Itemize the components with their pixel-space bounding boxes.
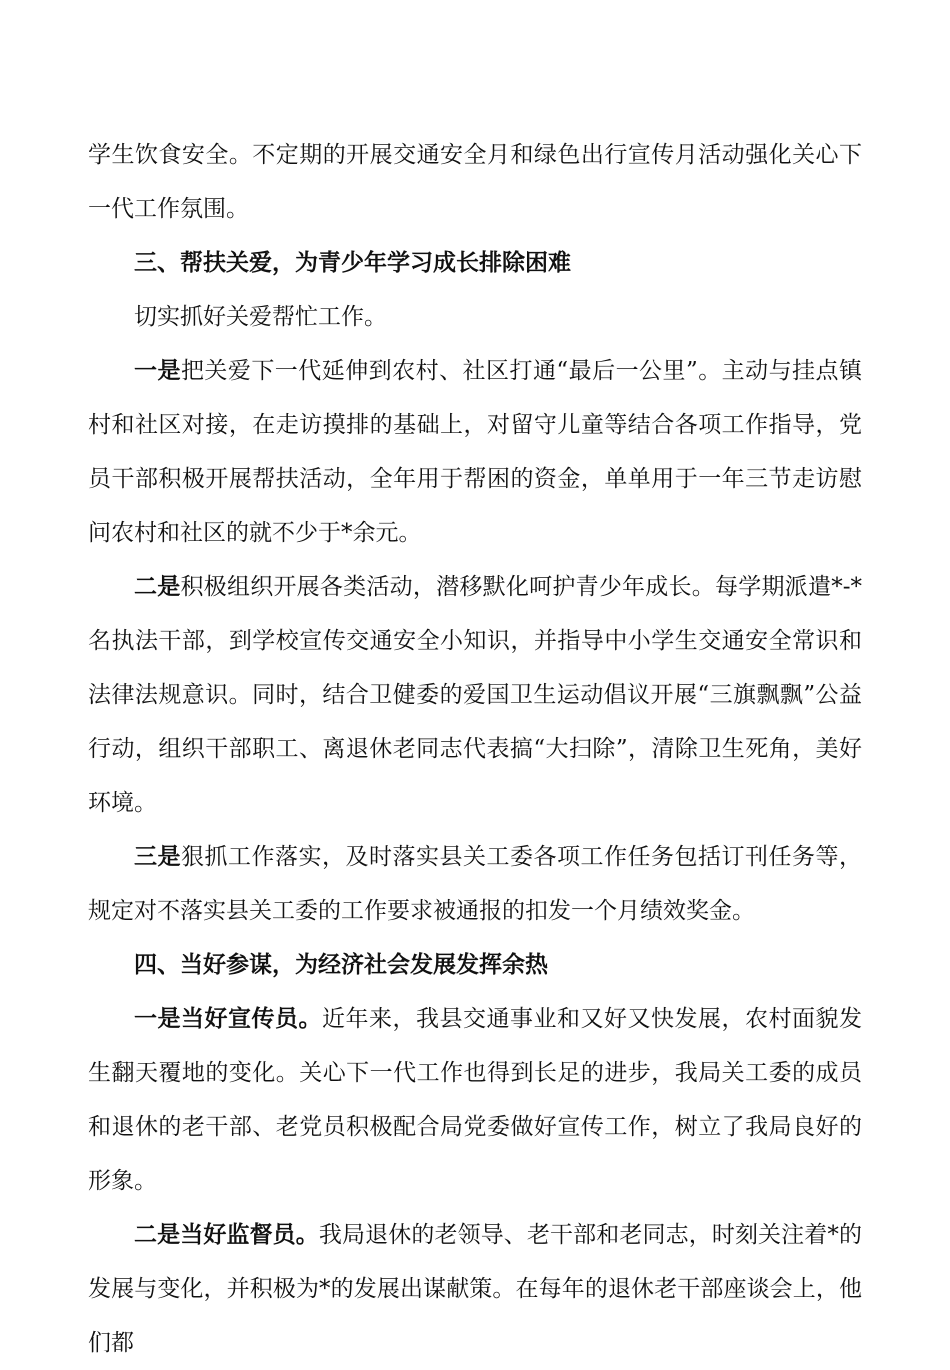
paragraph-lead: 二是	[134, 573, 181, 600]
paragraph-continuation: 学生饮食安全。不定期的开展交通安全月和绿色出行宣传月活动强化关心下一代工作氛围。	[88, 142, 862, 222]
paragraph-item-three	[88, 830, 862, 938]
paragraph-lead: 三是	[134, 843, 181, 870]
paragraph-lead: 一是	[134, 357, 181, 384]
paragraph-item-two	[88, 560, 862, 830]
document-page	[88, 128, 862, 1370]
paragraph-supervisor	[88, 1208, 862, 1370]
section-heading-four: 四、当好参谋，为经济社会发展发挥余热	[134, 951, 548, 978]
paragraph-body: 积极组织开展各类活动，潜移默化呵护青少年成长。每学期派遣*-*名执法干部，到学校宣传交通安全小知识，并指导中小学生交通安全常识和法律法规意识。同时，结合卫健委的爱国卫生运动倡议开展“三旗飘飘”公益行动，组织干部职工、离退休老同志代表搞“大扫除”，清除卫生死角，美好环境。	[88, 574, 862, 816]
section-heading-three: 三、帮扶关爱，为青少年学习成长排除困难	[134, 249, 571, 276]
paragraph-publicist	[88, 992, 862, 1208]
paragraph-body: 近年来，我县交通事业和又好又快发展，农村面貌发生翻天覆地的变化。关心下一代工作也得到长足的进步，我局关工委的成员和退休的老干部、老党员积极配合局党委做好宣传工作，树立了我局良好的形象。	[88, 1006, 862, 1194]
paragraph-lead: 一是当好宣传员。	[134, 1005, 322, 1032]
paragraph-lead: 二是当好监督员。	[134, 1221, 319, 1248]
paragraph-body: 狠抓工作落实，及时落实县关工委各项工作任务包括订刊任务等，规定对不落实县关工委的工作要求被通报的扣发一个月绩效奖金。	[88, 844, 862, 924]
paragraph-intro: 切实抓好关爱帮忙工作。	[134, 304, 387, 330]
paragraph-body: 把关爱下一代延伸到农村、社区打通“最后一公里”。主动与挂点镇村和社区对接，在走访摸排的基础上，对留守儿童等结合各项工作指导，党员干部积极开展帮扶活动，全年用于帮困的资金，单单用于一年三节走访慰问农村和社区的就不少于*余元。	[88, 358, 862, 546]
paragraph-item-one	[88, 344, 862, 560]
paragraph-body: 我局退休的老领导、老干部和老同志，时刻关注着*的发展与变化，并积极为*的发展出谋献策。在每年的退休老干部座谈会上，他们都	[88, 1222, 863, 1356]
